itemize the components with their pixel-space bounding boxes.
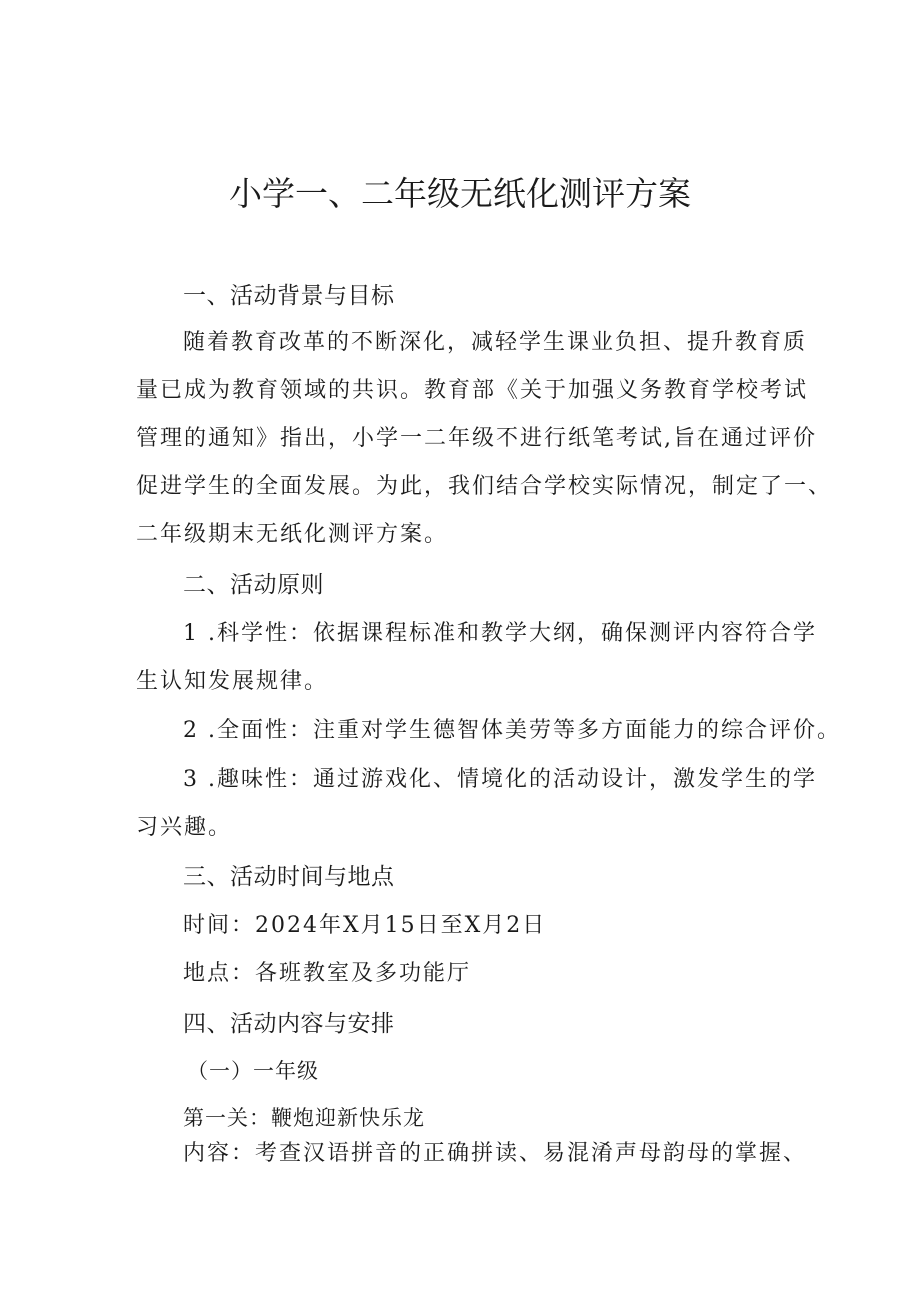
principle-line: 生认知发展规律。 [136, 669, 329, 694]
subheading-grade1: （一）一年级 [187, 1059, 319, 1083]
document-title: 小学一、二年级无纸化测评方案 [229, 174, 691, 213]
paragraph-line: 二年级期末无纸化测评方案。 [136, 522, 449, 547]
principle-line: 2 .全面性：注重对学生德智体美劳等多方面能力的综合评价。 [183, 718, 841, 743]
section-heading-time-place: 三、活动时间与地点 [183, 864, 395, 890]
principle-line: 1 .科学性：依据课程标准和教学大纲，确保测评内容符合学 [183, 621, 817, 646]
section-heading-background: 一、活动背景与目标 [183, 283, 395, 309]
paragraph-line: 管理的通知》指出，小学一二年级不进行纸笔考试,旨在通过评价 [136, 426, 817, 451]
principle-line: 3 .趣味性：通过游戏化、情境化的活动设计，激发学生的学 [183, 767, 817, 792]
place-line: 地点：各班教室及多功能厅 [183, 961, 472, 986]
paragraph-line: 随着教育改革的不断深化，减轻学生课业负担、提升教育质 [183, 330, 808, 355]
section-heading-principles: 二、活动原则 [183, 572, 324, 598]
level-title: 第一关：鞭炮迎新快乐龙 [183, 1106, 425, 1130]
paragraph-line: 促进学生的全面发展。为此，我们结合学校实际情况，制定了一、 [136, 474, 833, 499]
principle-line: 习兴趣。 [136, 815, 233, 840]
time-line: 时间：2024年X月15日至X月2日 [183, 913, 547, 938]
content-line: 内容：考查汉语拼音的正确拼读、易混淆声母韵母的掌握、 [183, 1141, 808, 1166]
section-heading-content: 四、活动内容与安排 [183, 1011, 395, 1037]
paragraph-line: 量已成为教育领域的共识。教育部《关于加强义务教育学校考试 [136, 378, 809, 403]
